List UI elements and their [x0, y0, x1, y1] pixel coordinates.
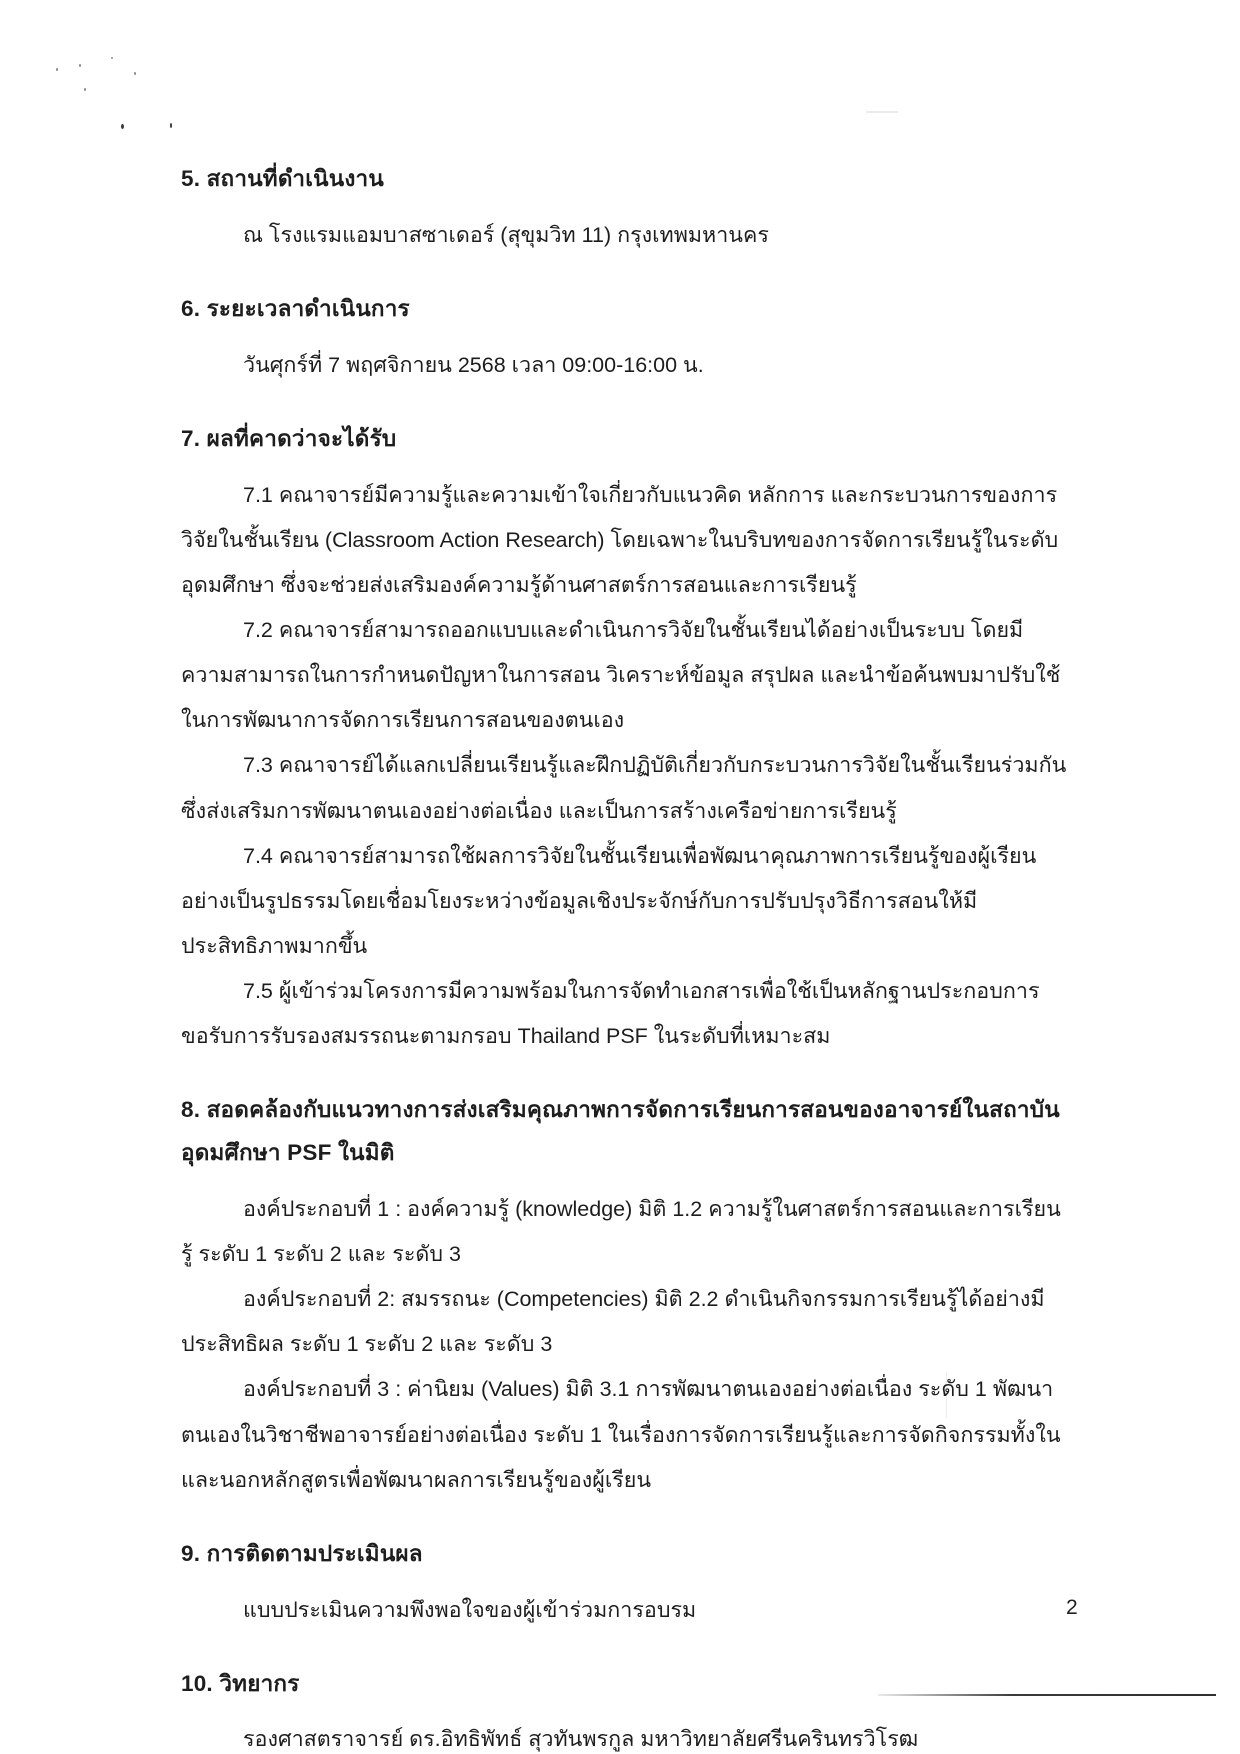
- scan-speckle: [79, 64, 81, 67]
- body-paragraph: องค์ประกอบที่ 2: สมรรถนะ (Competencies) มิติ 2.2 ดำเนินกิจกรรมการเรียนรู้ได้อย่างมีประสิทธิผล ระดับ 1 ระดับ 2 และ ระดับ 3: [181, 1287, 1045, 1357]
- section-heading: 7. ผลที่คาดว่าจะได้รับ: [181, 425, 397, 451]
- section-10-speaker: [181, 1663, 1069, 1754]
- body-paragraph: องค์ประกอบที่ 1 : องค์ความรู้ (knowledge) มิติ 1.2 ความรู้ในศาสตร์การสอนและการเรียนรู้ ระดับ 1 ระดับ 2 และ ระดับ 3: [181, 1196, 1061, 1266]
- scan-speckle: [121, 124, 124, 129]
- scan-speckle: [134, 72, 136, 75]
- body-paragraph: องค์ประกอบที่ 3 : ค่านิยม (Values) มิติ 3.1 การพัฒนาตนเองอย่างต่อเนื่อง ระดับ 1 พัฒนาตนเองในวิชาชีพอาจารย์อย่างต่อเนื่อง ระดับ 1 ในเรื่องการจัดการเรียนรู้และการจัดกิจกรรมทั้งในและนอกหลักสูตรเพื่อพัฒนาผลการเรียนรู้ของผู้เรียน: [181, 1377, 1061, 1492]
- section-heading: 5. สถานที่ดำเนินงาน: [181, 166, 384, 191]
- scan-artifact-line-top: [866, 111, 898, 113]
- body-paragraph: 7.5 ผู้เข้าร่วมโครงการมีความพร้อมในการจัดทำเอกสารเพื่อใช้เป็นหลักฐานประกอบการขอรับการรับรองสมรรถนะตามกรอบ Thailand PSF ในระดับที่เหมาะสม: [181, 979, 1040, 1049]
- scan-speckle: [56, 68, 58, 71]
- section-5-location: [181, 158, 1069, 258]
- scan-speckle: [170, 123, 172, 128]
- body-paragraph: วันศุกร์ที่ 7 พฤศจิกายน 2568 เวลา 09:00-16:00 น.: [243, 352, 704, 377]
- body-paragraph: 7.1 คณาจารย์มีความรู้และความเข้าใจเกี่ยวกับแนวคิด หลักการ และกระบวนการของการวิจัยในชั้นเรียน (Classroom Action Research) โดยเฉพาะในบริบทของการจัดการเรียนรู้ในระดับอุดมศึกษา ซึ่งจะช่วยส่งเสริมองค์ความรู้ด้านศาสตร์การสอนและการเรียนรู้: [181, 482, 1059, 597]
- section-8-psf-alignment: [181, 1089, 1069, 1502]
- body-paragraph: 7.4 คณาจารย์สามารถใช้ผลการวิจัยในชั้นเรียนเพื่อพัฒนาคุณภาพการเรียนรู้ของผู้เรียนอย่างเป็นรูปธรรมโดยเชื่อมโยงระหว่างข้อมูลเชิงประจักษ์กับการปรับปรุงวิธีการสอนให้มีประสิทธิภาพมากขึ้น: [181, 843, 1037, 958]
- page-number: 2: [1066, 1596, 1078, 1619]
- body-paragraph: 7.3 คณาจารย์ได้แลกเปลี่ยนเรียนรู้และฝึกปฏิบัติเกี่ยวกับกระบวนการวิจัยในชั้นเรียนร่วมกัน ซึ่งส่งเสริมการพัฒนาตนเองอย่างต่อเนื่อง และเป็นการสร้างเครือข่ายการเรียนรู้: [181, 753, 1067, 823]
- body-paragraph: ณ โรงแรมแอมบาสซาเดอร์ (สุขุมวิท 11) กรุงเทพมหานคร: [243, 222, 769, 247]
- scan-speckle: [111, 57, 113, 59]
- section-9-evaluation: [181, 1533, 1069, 1633]
- body-paragraph: แบบประเมินความพึงพอใจของผู้เข้าร่วมการอบรม: [243, 1597, 697, 1622]
- section-heading: 8. สอดคล้องกับแนวทางการส่งเสริมคุณภาพการจัดการเรียนการสอนของอาจารย์ในสถาบันอุดมศึกษา PSF ในมิติ: [181, 1097, 1060, 1166]
- section-heading: 10. วิทยากร: [181, 1670, 300, 1696]
- body-paragraph: 7.2 คณาจารย์สามารถออกแบบและดำเนินการวิจัยในชั้นเรียนได้อย่างเป็นระบบ โดยมีความสามารถในการกำหนดปัญหาในการสอน วิเคราะห์ข้อมูล สรุปผล และนำข้อค้นพบมาปรับใช้ในการพัฒนาการจัดการเรียนการสอนของตนเอง: [181, 617, 1061, 733]
- body-paragraph: รองศาสตราจารย์ ดร.อิทธิพัทธ์ สุวทันพรกูล มหาวิทยาลัยศรีนครินทรวิโรฒ: [243, 1727, 919, 1752]
- scan-artifact-line-bottom: [878, 1694, 1216, 1696]
- scan-speckle: [84, 88, 86, 91]
- section-7-expected-results: [181, 418, 1069, 1060]
- section-heading: 9. การติดตามประเมินผล: [181, 1540, 423, 1566]
- section-heading: 6. ระยะเวลาดำเนินการ: [181, 295, 410, 321]
- section-6-duration: [181, 288, 1069, 388]
- document-body: [181, 158, 1069, 1754]
